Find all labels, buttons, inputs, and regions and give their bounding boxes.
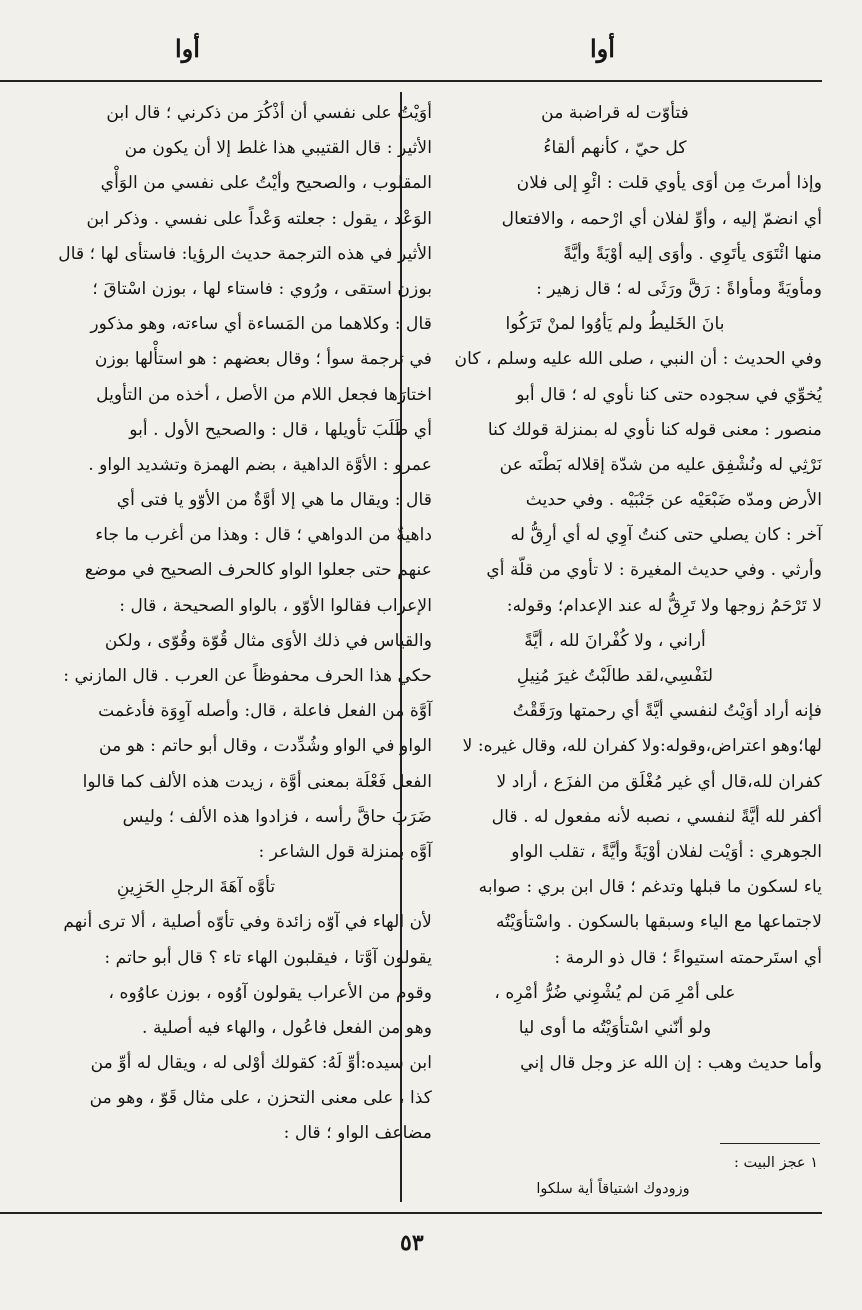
text-line: عمرو : الأوَّة الداهية ، بضم الهمزة وتشديد الواو . — [88, 454, 432, 475]
text-line: ضَرَبَ حاقَّ رأسه ، فزادوا هذه الألف ؛ وليس — [122, 806, 432, 827]
footer-rule — [0, 1212, 822, 1214]
text-line: منها ائْتَوَى يأتَوِي . وأوَى إليه أوْيَةً وأيَّةً — [563, 243, 822, 264]
text-line: وهو من الفعل فاعُول ، والهاء فيه أصلية . — [142, 1017, 432, 1038]
verse-line: ولو أنّني اسْتأوَيْتُه ما أوى ليا — [518, 1017, 712, 1038]
header-right-word: أوا — [590, 34, 615, 63]
verse-line: أراني ، ولا كُفْرانَ لله ، أيَّةً — [524, 630, 706, 651]
text-line: لا تَرْحَمُ زوجها ولا تَرِقُّ له عند الإعدام؛ وقوله: — [506, 595, 822, 616]
text-line: اختارَها فجعل اللام من الأصل ، أخذه من التأويل — [96, 384, 432, 405]
text-line: آوَّه بمنزلة قول الشاعر : — [258, 841, 432, 862]
text-line: الأرض ومدّه ضَبْعَيْه عن جَنْبَيْه . وفي حديث — [525, 490, 822, 511]
text-line: ومأويَةً ومأواةً : رَقَّ ورَثَى له ؛ قال زهير : — [536, 278, 822, 299]
text-line: لأن الهاء في آوّه زائدة وفي تأوّه أصلية ، ألا ترى أنهم — [63, 912, 432, 933]
verse-line: فتأوّت له قراضبة من — [541, 103, 689, 123]
right-column — [408, 96, 822, 1146]
text-line: الواو في الواو وشُدِّدت ، وقال أبو حاتم : هو من — [99, 736, 432, 757]
text-line: مضاعف الواو ؛ قال : — [283, 1123, 432, 1144]
page-number: ٥٣ — [400, 1230, 424, 1256]
text-line: آوَّة من الفعل فاعلة ، قال: وأصله آوِوَة فأدغمت — [98, 701, 432, 722]
text-line: الأثير : قال القتيبي هذا غلط إلا أن يكون من — [124, 138, 432, 159]
text-line: الأثير في هذه الترجمة حديث الرؤيا: فاستأى لها ؛ قال — [58, 243, 432, 264]
text-line: حكي هذا الحرف محفوظاً عن العرب . قال المازني : — [63, 666, 432, 686]
text-line: الفعل فَعْلَة بمعنى أوَّة ، زيدت هذه الألف كما قالوا — [82, 771, 432, 792]
text-line: يُخوِّي في سجوده حتى كنا نأوي له ؛ قال أبو — [516, 384, 822, 405]
text-line: وأما حديث وهب : إن الله عز وجل قال إني — [520, 1053, 822, 1074]
verse-line: لنَفْسِي،لقد طالَبْتُ غيرَ مُنِيلِ — [516, 666, 714, 686]
text-line: آخر : كان يصلي حتى كنتُ آوِي له أي أرِقُّ له — [510, 525, 822, 546]
verse-line: تأوَّه آهَةَ الرجلِ الحَزِينِ — [116, 877, 276, 898]
text-line: وفي الحديث : أن النبي ، صلى الله عليه وسلم ، كان — [454, 349, 822, 370]
text-line: ابن سيده:أوِّ لَهُ: كقولك أوْلى له ، ويقال له أوِّ من — [90, 1053, 432, 1074]
text-line: نَرْثِي له ونُشْفِق عليه من شدّة إقلاله بَطْنَه عن — [499, 454, 822, 475]
footnote-marker: ١ عجز البيت : — [734, 1155, 818, 1171]
verse-line: على أمْرِ مَن لم يُشْوِني ضُرُّ أمْرِه ، — [494, 982, 736, 1003]
text-line: ياء لسكون ما قبلها وتدغم ؛ قال ابن بري : صوابه — [478, 877, 822, 898]
text-line: المقلوب ، والصحيح وأيْتُ على نفسي من الوَأْي — [100, 173, 432, 194]
text-line: لاجتماعها مع الياء وسبقها بالسكون . واسْتأوَيْتُه — [495, 912, 822, 933]
text-line: والقياس في ذلك الأوَى مثال قُوّة وقُوّى ، ولكن — [104, 630, 432, 651]
text-line: عنهم حتى جعلوا الواو كالحرف الصحيح في موضع — [84, 560, 432, 581]
text-line: فإنه أراد أوَيْتُ لنفسي أيَّةً أي رحمتها ورَقَقْتُ — [512, 701, 822, 722]
left-column — [0, 96, 432, 1202]
text-line: أي استَرحمته استيواءً ؛ قال ذو الرمة : — [554, 947, 822, 968]
text-line: في ترجمة سوأ ؛ وقال بعضهم : هو استأْلها بوزن — [94, 349, 432, 370]
text-line: منصور : معنى قوله كنا نأوي له بمنزلة قولك كنا — [487, 419, 822, 440]
text-line: أكفر لله أيَّةً لنفسي ، نصبه لأنه مفعول له . قال — [491, 806, 822, 827]
text-line: داهيةٌ من الدواهي ؛ قال : وهذا من أغرب ما جاء — [95, 525, 432, 546]
text-line: قال : ويقال ما هي إلا أوَّةٌ من الأوّو يا فتى أي — [116, 490, 432, 511]
text-line: قال : وكلاهما من المَساءة أي ساءته، وهو مذكور — [90, 314, 432, 335]
text-line: بوزن استقى ، ورُوي : فاستاء لها ، بوزن اسْتاقَ ؛ — [92, 278, 432, 299]
text-line: أي طَلَبَ تأويلها ، قال : والصحيح الأول . أبو — [129, 419, 432, 440]
footnote — [408, 1150, 818, 1202]
text-line: يقولون آوَّتا ، فيقلبون الهاء تاء ؟ قال أبو حاتم : — [104, 947, 432, 968]
text-line: أي انضمّ إليه ، وأوِّ لفلان أي ارْحمه ، والافتعال — [501, 208, 822, 229]
verse-line: كل حيّ ، كأنهم ألقاءُ — [543, 138, 687, 159]
verse-line: بانَ الخَليطُ ولم يَأوُوا لمنْ تَرَكُوا — [505, 314, 725, 335]
text-line: وإذا أمرتَ مِن أوَى يأوي قلت : ائْوِ إلى فلان — [516, 173, 822, 194]
header-left-word: أوا — [175, 34, 200, 63]
footnote-verse: وزودوك اشتياقاً أية سلكوا — [536, 1181, 690, 1197]
text-line: وقوم من الأعراب يقولون آوُوه ، بوزن عاوُوه ، — [108, 982, 432, 1003]
text-line: الإعراب فقالوا الأوّو ، بالواو الصحيحة ، قال : — [119, 595, 432, 616]
text-line: أوَيْتُ على نفسي أن أذْكُرَ من ذكرني ؛ قال ابن — [106, 103, 432, 123]
header-rule — [0, 80, 822, 82]
text-line: وأرثي . وفي حديث المغيرة : لا تأوي من قلّة أي — [486, 560, 822, 581]
text-line: كذا ، على معنى التحزن ، على مثال قَوّ ، وهو من — [89, 1088, 432, 1109]
text-line: لها؛وهو اعتراض،وقوله:ولا كفران لله، وقال غيره: لا — [462, 736, 822, 757]
text-line: كفران لله،قال أي غير مُغْلَق من الفزَع ، أراد لا — [496, 771, 822, 792]
text-line: الجوهري : أوَيْت لفلان أوْيَةً وأيَّةً ، تقلب الواو — [511, 841, 822, 862]
text-line: الوَعْد ، يقول : جعلته وَعْداً على نفسي . وذكر ابن — [86, 208, 432, 229]
